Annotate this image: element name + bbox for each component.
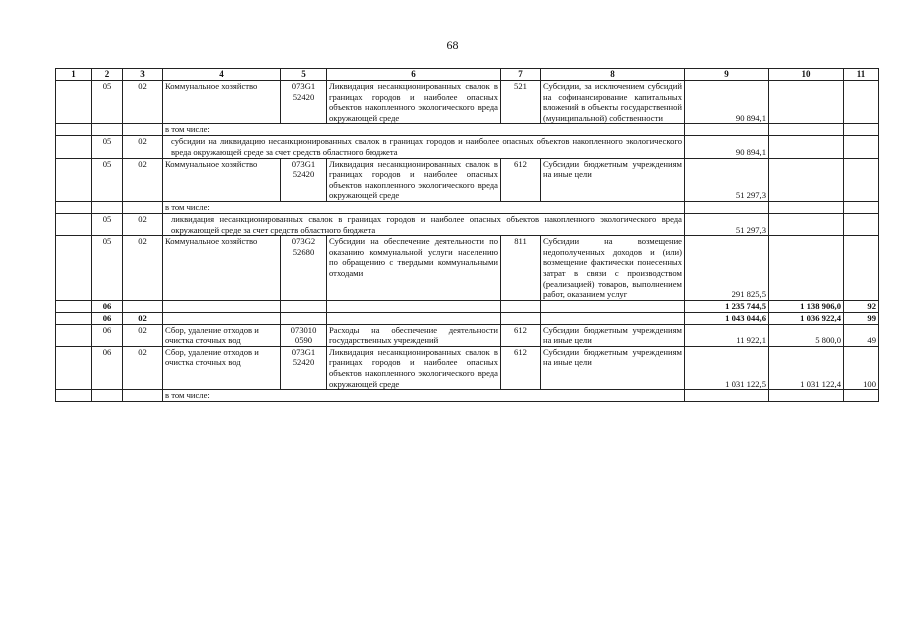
cell-section-name: Сбор, удаление отходов и очистка сточных вод: [163, 324, 281, 346]
cell-expense-name: Субсидии, за исключением субсидий на софинансирование капитальных вложений в объекты государственной (муниципальной) собственности: [541, 81, 685, 124]
cell-executed: [844, 390, 879, 402]
cell-executed: [769, 236, 844, 301]
cell-executed: [769, 81, 844, 124]
cell-expense-name: [685, 201, 769, 213]
cell-percent: 100: [844, 346, 879, 389]
cell-expense-name: Субсидии бюджетным учреждениям на иные цели: [541, 158, 685, 201]
cell-subsection: 02: [123, 346, 163, 389]
cell-col1: [56, 390, 92, 402]
cell-section: 05: [92, 158, 123, 201]
cell-col1: [56, 201, 92, 213]
cell-section: 05: [92, 81, 123, 124]
cell-planned: 1 043 044,6: [685, 312, 769, 324]
cell-percent: 49: [844, 324, 879, 346]
table-body: [56, 81, 879, 402]
cell-section-name: [163, 312, 281, 324]
cell-expense-name: [541, 300, 685, 312]
cell-target-code: 073G1 52420: [281, 346, 327, 389]
cell-percent: [844, 236, 879, 301]
cell-col1: [56, 236, 92, 301]
page-number: 68: [446, 38, 459, 52]
cell-target-name: Ликвидация несанкционированных свалок в границах городов и наиболее опасных объектов накопленного экологического вреда окружающей среде: [327, 81, 501, 124]
cell-expense-type: 612: [501, 346, 541, 389]
cell-percent: [844, 136, 879, 158]
cell-planned: 51 297,3: [685, 213, 769, 235]
table-row: [56, 390, 879, 402]
cell-planned: 90 894,1: [685, 136, 769, 158]
cell-expense-type: 811: [501, 236, 541, 301]
cell-subsection: 02: [123, 324, 163, 346]
column-header: 5: [281, 69, 327, 81]
column-header: 6: [327, 69, 501, 81]
cell-percent: 92: [844, 300, 879, 312]
cell-subsection: [123, 201, 163, 213]
table-row: [56, 236, 879, 301]
column-header: 10: [769, 69, 844, 81]
column-header: 7: [501, 69, 541, 81]
table-row: [56, 124, 879, 136]
cell-col1: [56, 158, 92, 201]
cell-section-name: Коммунальное хозяйство: [163, 236, 281, 301]
cell-subsection: 02: [123, 312, 163, 324]
cell-col1: [56, 346, 92, 389]
table-row: [56, 312, 879, 324]
cell-subsection: 02: [123, 136, 163, 158]
cell-executed: [769, 213, 844, 235]
cell-section-name: Коммунальное хозяйство: [163, 158, 281, 201]
cell-section: 06: [92, 312, 123, 324]
cell-executed: [769, 158, 844, 201]
cell-section-name: Сбор, удаление отходов и очистка сточных вод: [163, 346, 281, 389]
cell-section: 06: [92, 324, 123, 346]
cell-section-name: Коммунальное хозяйство: [163, 81, 281, 124]
cell-section: 06: [92, 300, 123, 312]
table-header: [56, 69, 879, 81]
cell-planned: 1 235 744,5: [685, 300, 769, 312]
cell-expense-name: Субсидии бюджетным учреждениям на иные цели: [541, 324, 685, 346]
table-row: [56, 324, 879, 346]
cell-expense-name: Субсидии на возмещение недополученных доходов и (или) возмещение фактически понесенных затрат в связи с производством (реализацией) товаров, выполнением работ, оказанием услуг: [541, 236, 685, 301]
cell-col1: [56, 81, 92, 124]
cell-target-name: Расходы на обеспечение деятельности государственных учреждений: [327, 324, 501, 346]
cell-executed: [769, 136, 844, 158]
cell-target-code: [281, 300, 327, 312]
table-row: [56, 81, 879, 124]
cell-executed: [844, 124, 879, 136]
cell-col1: [56, 300, 92, 312]
cell-col1: [56, 312, 92, 324]
cell-planned: 11 922,1: [685, 324, 769, 346]
cell-section: [92, 124, 123, 136]
cell-executed: 5 800,0: [769, 324, 844, 346]
cell-subsection: 02: [123, 213, 163, 235]
column-header: 2: [92, 69, 123, 81]
cell-expense-name: [685, 124, 769, 136]
cell-percent: [844, 158, 879, 201]
column-header: 11: [844, 69, 879, 81]
cell-col1: [56, 213, 92, 235]
cell-planned: [769, 201, 844, 213]
cell-subsection: 02: [123, 158, 163, 201]
cell-subsection: [123, 300, 163, 312]
cell-executed: 1 031 122,4: [769, 346, 844, 389]
cell-target-code: 073G1 52420: [281, 158, 327, 201]
cell-target-name: [327, 312, 501, 324]
column-header: 3: [123, 69, 163, 81]
cell-subsection: [123, 124, 163, 136]
cell-target-code: [281, 312, 327, 324]
column-header: 9: [685, 69, 769, 81]
cell-col1: [56, 136, 92, 158]
cell-col1: [56, 124, 92, 136]
cell-target-code: 073G2 52680: [281, 236, 327, 301]
cell-expense-name: Субсидии бюджетным учреждениям на иные цели: [541, 346, 685, 389]
cell-planned: 291 825,5: [685, 236, 769, 301]
cell-section: [92, 390, 123, 402]
including-label: в том числе:: [163, 390, 685, 402]
cell-percent: [844, 81, 879, 124]
cell-expense-type: [501, 300, 541, 312]
cell-subsection: 02: [123, 81, 163, 124]
subsidy-description: ликвидация несанкционированных свалок в границах городов и наиболее опасных объектов накопленного экологического вреда окружающей среде за счет средств областного бюджета: [163, 213, 685, 235]
cell-executed: 1 036 922,4: [769, 312, 844, 324]
cell-target-name: Субсидии на обеспечение деятельности по оказанию коммунальной услуги населению по обращению с твердыми коммунальными отходами: [327, 236, 501, 301]
cell-target-code: 073G1 52420: [281, 81, 327, 124]
including-label: в том числе:: [163, 201, 685, 213]
table-row: [56, 201, 879, 213]
cell-expense-type: 612: [501, 324, 541, 346]
cell-section: 05: [92, 136, 123, 158]
column-header: 4: [163, 69, 281, 81]
cell-planned: 1 031 122,5: [685, 346, 769, 389]
cell-expense-name: [685, 390, 769, 402]
cell-subsection: [123, 390, 163, 402]
subsidy-description: субсидии на ликвидацию несанкционированных свалок в границах городов и наиболее опасных объектов накопленного экологического вреда окружающей среде за счет средств областного бюджета: [163, 136, 685, 158]
cell-target-name: Ликвидация несанкционированных свалок в границах городов и наиболее опасных объектов накопленного экологического вреда окружающей среде: [327, 346, 501, 389]
cell-section: 05: [92, 213, 123, 235]
cell-expense-type: [501, 312, 541, 324]
cell-executed: [844, 201, 879, 213]
cell-section-name: [163, 300, 281, 312]
table-row: [56, 213, 879, 235]
cell-expense-type: 612: [501, 158, 541, 201]
cell-section: 05: [92, 236, 123, 301]
table-row: [56, 158, 879, 201]
table-row: [56, 136, 879, 158]
column-header: 8: [541, 69, 685, 81]
cell-section: [92, 201, 123, 213]
cell-percent: 99: [844, 312, 879, 324]
table-row: [56, 300, 879, 312]
cell-target-name: Ликвидация несанкционированных свалок в границах городов и наиболее опасных объектов накопленного экологического вреда окружающей среде: [327, 158, 501, 201]
column-header: 1: [56, 69, 92, 81]
cell-planned: 51 297,3: [685, 158, 769, 201]
cell-target-name: [327, 300, 501, 312]
cell-col1: [56, 324, 92, 346]
cell-expense-type: 521: [501, 81, 541, 124]
cell-executed: 1 138 906,0: [769, 300, 844, 312]
cell-subsection: 02: [123, 236, 163, 301]
table-row: [56, 346, 879, 389]
cell-planned: 90 894,1: [685, 81, 769, 124]
cell-percent: [844, 213, 879, 235]
including-label: в том числе:: [163, 124, 685, 136]
cell-target-code: 073010 0590: [281, 324, 327, 346]
cell-section: 06: [92, 346, 123, 389]
cell-planned: [769, 390, 844, 402]
cell-expense-name: [541, 312, 685, 324]
budget-table: [55, 68, 879, 402]
cell-planned: [769, 124, 844, 136]
